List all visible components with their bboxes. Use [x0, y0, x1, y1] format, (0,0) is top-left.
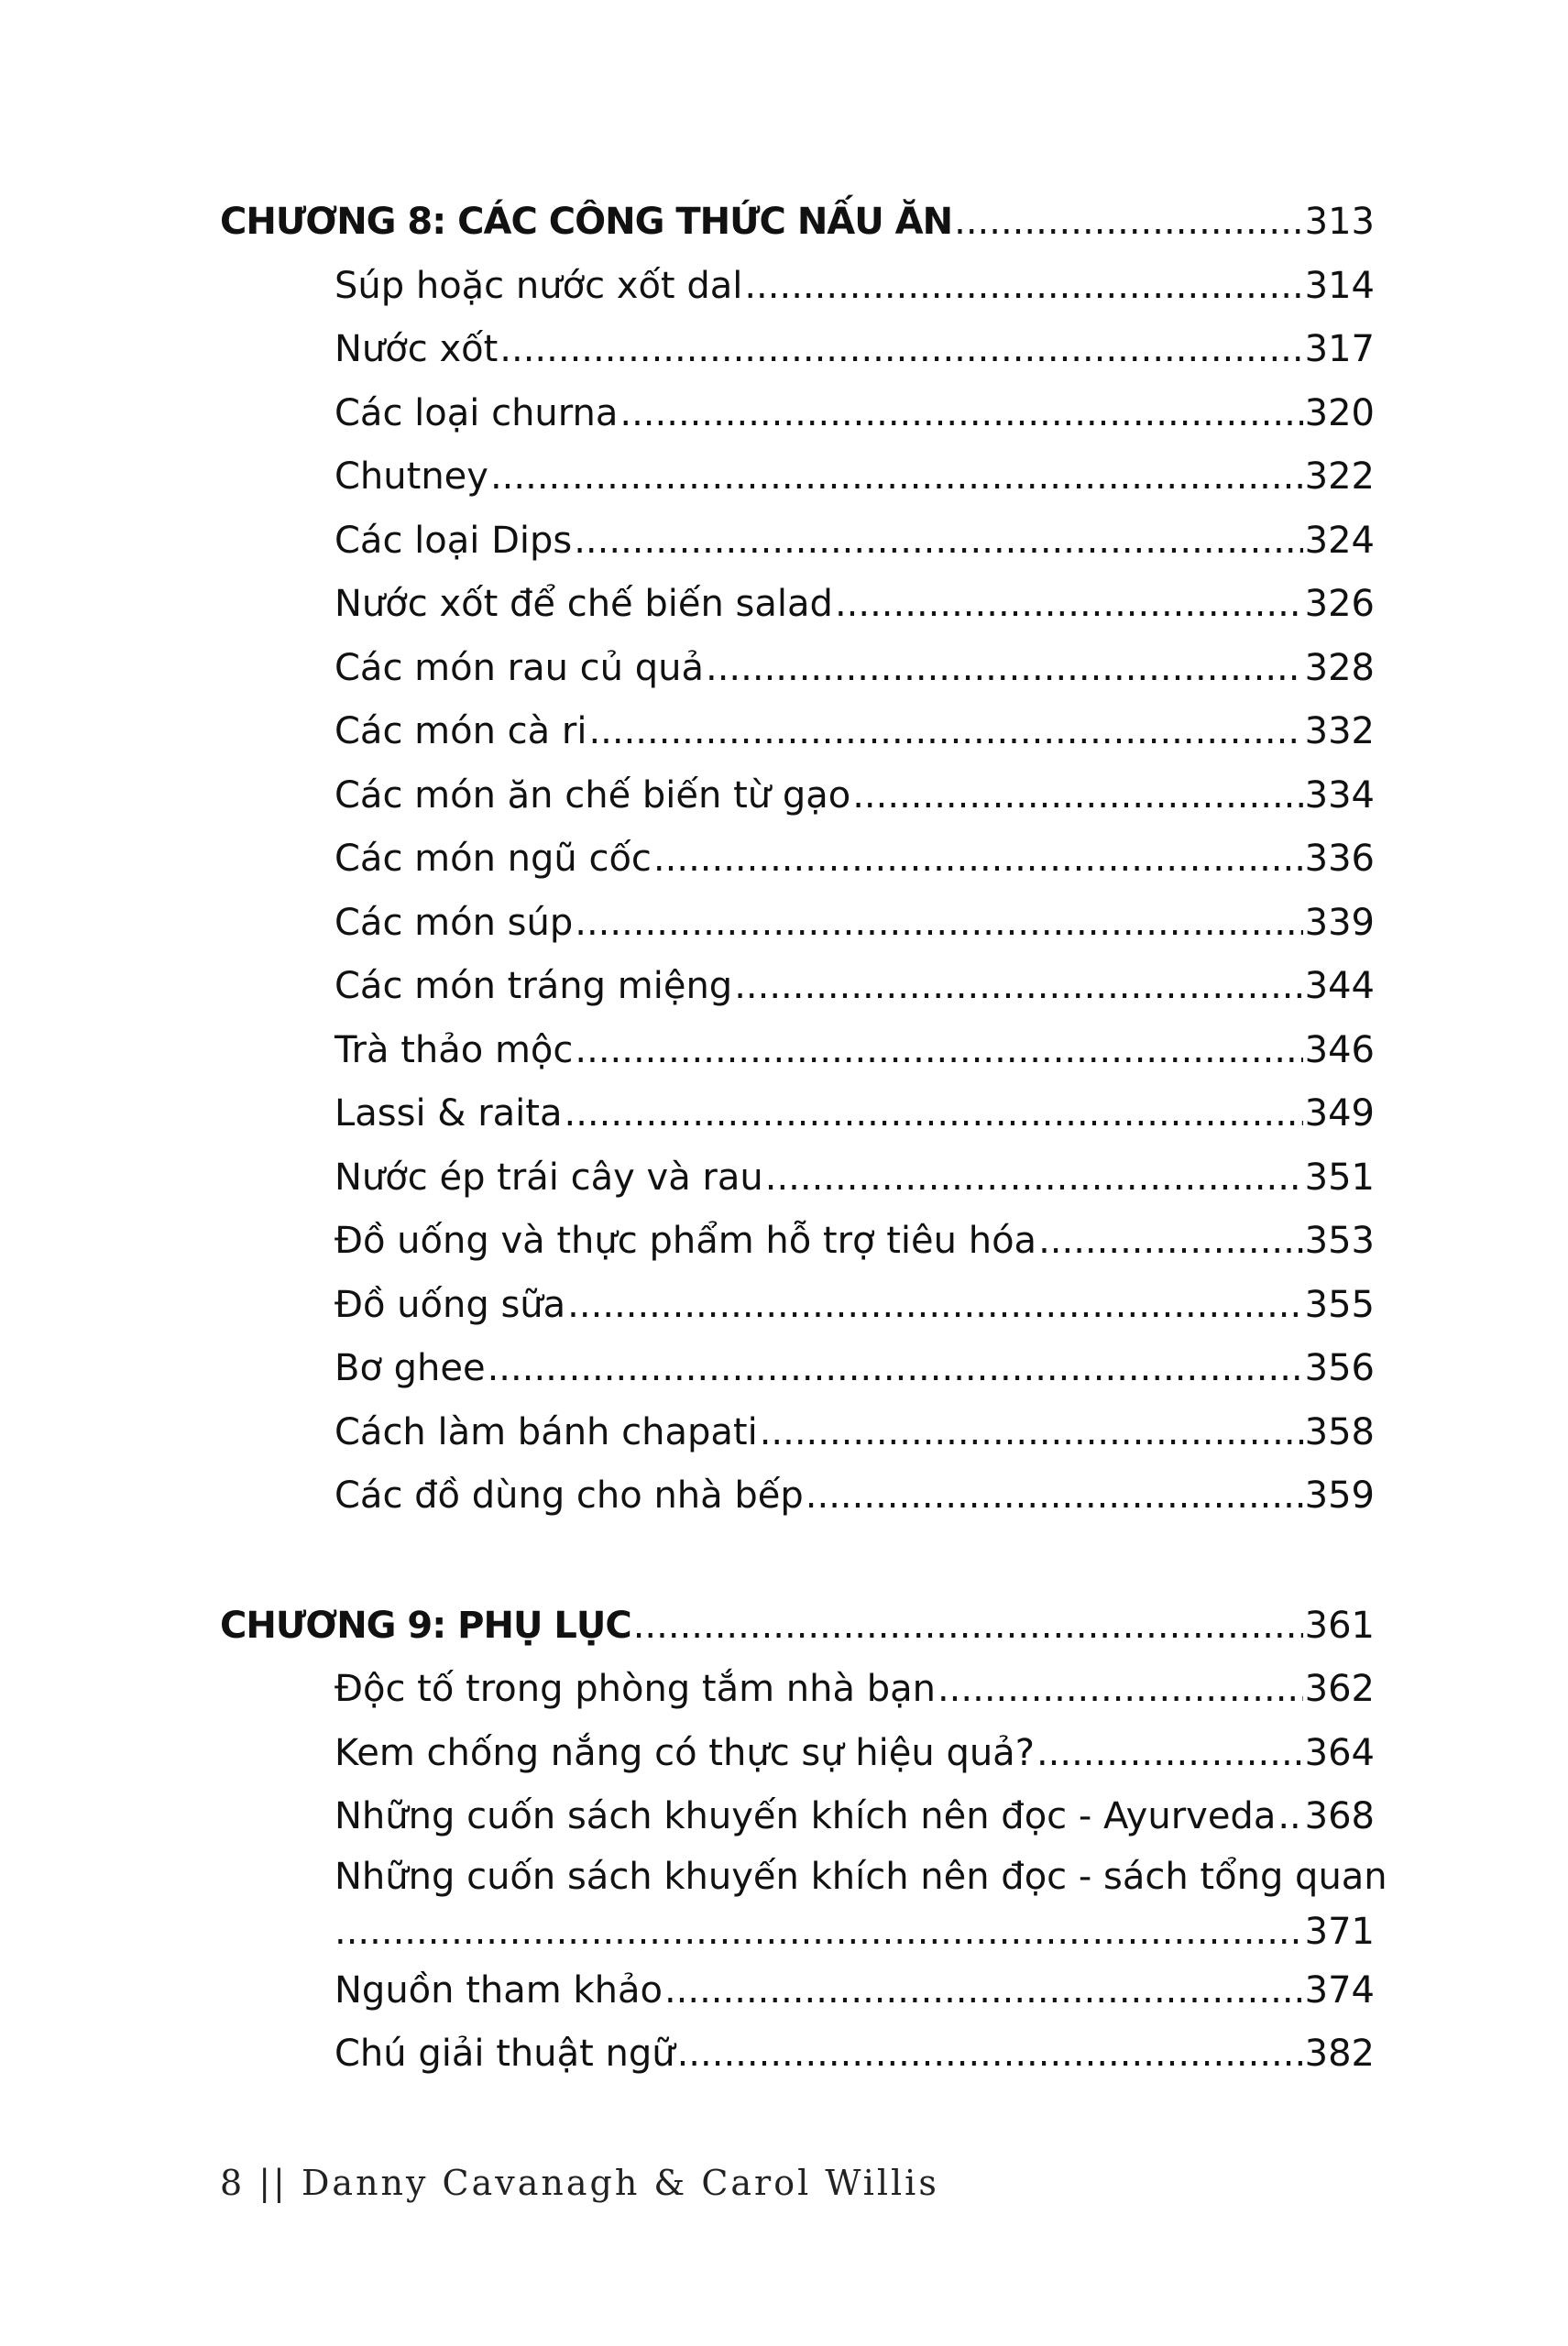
toc-entry[interactable] [220, 1722, 1375, 1786]
toc-entry[interactable] [220, 892, 1375, 956]
page-number: 324 [1304, 519, 1375, 562]
entry-title: Chú giải thuật ngữ [334, 2033, 675, 2075]
entry-title: Bơ ghee [334, 1347, 486, 1389]
dot-leader [567, 1274, 1302, 1338]
entry-title: Các loại Dips [334, 519, 573, 562]
dot-leader [744, 255, 1302, 319]
dot-leader [488, 1337, 1303, 1401]
entry-title: Nước xốt để chế biến salad [334, 583, 833, 625]
entry-title: Chutney [334, 455, 488, 498]
page-number: 356 [1304, 1347, 1375, 1389]
chapter-8-items [220, 255, 1375, 1529]
entry-title: Nước xốt [334, 328, 499, 370]
dot-leader [588, 700, 1302, 764]
dot-leader [1038, 1210, 1303, 1274]
toc-entry[interactable] [220, 1959, 1375, 2023]
page-number: 371 [1304, 1910, 1375, 1953]
toc-entry[interactable] [220, 828, 1375, 892]
chapter-title: CHƯƠNG 8: CÁC CÔNG THỨC NẤU ĂN [220, 201, 953, 243]
entry-title: Các món tráng miệng [334, 965, 733, 1007]
toc-entry[interactable] [220, 445, 1375, 510]
toc-entry[interactable] [220, 1337, 1375, 1401]
dot-leader [490, 445, 1303, 510]
page-number: 328 [1304, 646, 1375, 689]
page-number: 320 [1304, 391, 1375, 434]
page-number: 314 [1304, 264, 1375, 307]
page-number: 368 [1304, 1795, 1375, 1837]
entry-title: Cách làm bánh chapati [334, 1410, 758, 1453]
page-number: 332 [1304, 710, 1375, 752]
dot-leader [806, 1464, 1303, 1529]
toc-entry[interactable] [220, 2023, 1375, 2087]
page-number: 358 [1304, 1410, 1375, 1453]
dot-leader [564, 1082, 1302, 1146]
dot-leader [633, 1595, 1303, 1659]
dot-leader [677, 2023, 1303, 2087]
table-of-contents [220, 191, 1387, 2087]
dot-leader [664, 1959, 1303, 2023]
dot-leader [575, 1019, 1302, 1083]
page-number: 336 [1304, 838, 1375, 880]
page-number: 374 [1304, 1968, 1375, 2012]
page-number: 364 [1304, 1731, 1375, 1774]
entry-title: Những cuốn sách khuyến khích nên đọc - sách tổng quan [334, 1855, 1387, 1898]
page-footer: 8 || Danny Cavanagh & Carol Willis [220, 2163, 939, 2203]
toc-entry[interactable] [220, 382, 1375, 446]
toc-entry-wrapped-continuation[interactable] [220, 1904, 1375, 1959]
toc-chapter-9[interactable] [220, 1595, 1375, 1659]
toc-entry[interactable] [220, 510, 1375, 574]
dot-leader [765, 1146, 1303, 1211]
entry-title: Độc tố trong phòng tắm nhà bạn [334, 1668, 936, 1710]
dot-leader [734, 955, 1302, 1019]
entry-title: Đồ uống và thực phẩm hỗ trợ tiêu hóa [334, 1220, 1037, 1262]
toc-entry-wrapped[interactable] [220, 1849, 1387, 1904]
entry-title: Trà thảo mộc [334, 1028, 574, 1071]
entry-title: Lassi & raita [334, 1092, 563, 1135]
toc-entry[interactable] [220, 955, 1375, 1019]
toc-entry[interactable] [220, 1019, 1375, 1083]
page-number: 326 [1304, 583, 1375, 625]
toc-entry[interactable] [220, 1401, 1375, 1465]
dot-leader [334, 1904, 1303, 1959]
dot-leader [575, 892, 1302, 956]
entry-title: Nguồn tham khảo [334, 1968, 663, 2012]
dot-leader [706, 637, 1303, 701]
entry-title: Súp hoặc nước xốt dal [334, 264, 743, 307]
dot-leader [760, 1401, 1303, 1465]
toc-entry[interactable] [220, 573, 1375, 637]
entry-title: Kem chống nắng có thực sự hiệu quả? [334, 1731, 1035, 1774]
toc-entry[interactable] [220, 1146, 1375, 1211]
toc-entry[interactable] [220, 1464, 1375, 1529]
chapter-9-items [220, 1658, 1375, 1849]
page-number: 362 [1304, 1668, 1375, 1710]
chapter-9-items-after [220, 1959, 1375, 2087]
dot-leader [574, 510, 1302, 574]
entry-title: Những cuốn sách khuyến khích nên đọc - Ayurveda [334, 1795, 1277, 1837]
page-number: 361 [1304, 1604, 1375, 1647]
dot-leader [653, 828, 1303, 892]
toc-entry[interactable] [220, 255, 1375, 319]
toc-entry[interactable] [220, 1658, 1375, 1722]
dot-leader [620, 382, 1302, 446]
toc-chapter-8[interactable] [220, 191, 1375, 255]
dot-leader [1036, 1722, 1303, 1786]
page-number: 359 [1304, 1474, 1375, 1517]
dot-leader [852, 764, 1302, 828]
toc-entry[interactable] [220, 1082, 1375, 1146]
entry-title: Các đồ dùng cho nhà bếp [334, 1474, 804, 1517]
entry-title: Các món rau củ quả [334, 646, 704, 689]
toc-entry[interactable] [220, 700, 1375, 764]
dot-leader [499, 318, 1302, 382]
entry-title: Các món súp [334, 901, 574, 944]
entry-title: Các món ăn chế biến từ gạo [334, 773, 851, 817]
page-number: 344 [1304, 965, 1375, 1007]
toc-entry[interactable] [220, 637, 1375, 701]
page-number: 334 [1304, 773, 1375, 817]
page-number: 339 [1304, 901, 1375, 944]
dot-leader [938, 1658, 1303, 1722]
page-number: 349 [1304, 1092, 1375, 1135]
page-number: 313 [1304, 201, 1375, 243]
entry-title: Các món cà ri [334, 710, 587, 752]
page-number: 353 [1304, 1220, 1375, 1262]
dot-leader [835, 573, 1303, 637]
page-number: 346 [1304, 1028, 1375, 1071]
entry-title: Các món ngũ cốc [334, 838, 652, 880]
page-number: 355 [1304, 1283, 1375, 1326]
page-number: 382 [1304, 2033, 1375, 2075]
section-gap [220, 1529, 1375, 1595]
entry-title: Đồ uống sữa [334, 1283, 566, 1326]
toc-entry[interactable] [220, 1274, 1375, 1338]
toc-entry[interactable] [220, 764, 1375, 828]
page-number: 351 [1304, 1156, 1375, 1199]
chapter-title: CHƯƠNG 9: PHỤ LỤC [220, 1604, 631, 1647]
dot-leader [954, 191, 1303, 255]
toc-entry[interactable] [220, 318, 1375, 382]
toc-entry[interactable] [220, 1785, 1375, 1849]
entry-title: Nước ép trái cây và rau [334, 1156, 763, 1199]
page-number: 317 [1304, 328, 1375, 370]
dot-leader [1277, 1785, 1302, 1849]
page-number: 322 [1304, 455, 1375, 498]
entry-title: Các loại churna [334, 391, 619, 434]
toc-entry[interactable] [220, 1210, 1375, 1274]
